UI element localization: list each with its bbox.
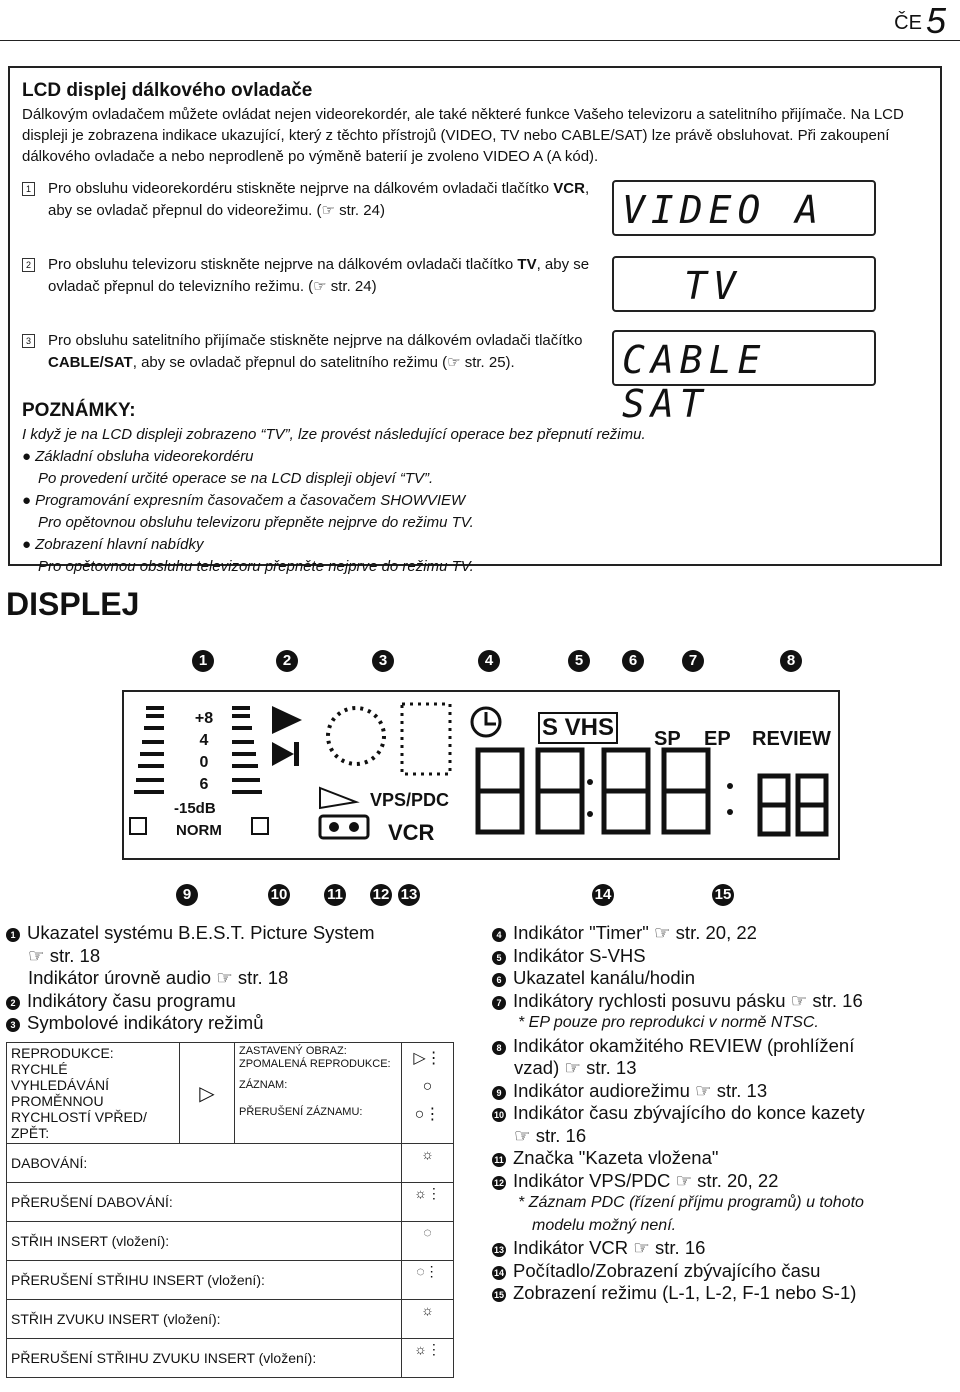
callout-11: 11 [324,884,346,906]
callout-7: 7 [682,650,704,672]
ep-indicator: EP [704,728,731,750]
step-text: Pro obsluhu televizoru stiskněte nejprve na dálkovém ovladači tlačítko [48,256,518,273]
step-3 [22,330,592,371]
norm-label: NORM [176,822,222,839]
callout-1: 1 [192,650,214,672]
lcd-text: TV [684,264,742,308]
callout-10: 10 [268,884,290,906]
dub-pause-icon: ☼⋮ [402,1183,454,1222]
notes-title: POZNÁMKY: [22,400,136,421]
table-row: STŘIH INSERT (vložení): [7,1222,402,1261]
legend-right: 4 Indikátor "Timer" ☞ str. 20, 22 5 Indikátor S-VHS 6 Ukazatel kanálu/hodin 7 Indikátory rychlosti posuvu pásku ☞ str. 16 * EP pouze pro reprodukci v normě NTSC. 8 Indikátor okamžitého REVIEW (prohlížení vzad) ☞ str. 13 9 Indikátor audiorežimu ☞ str. 13 10 Indikátor času zbývajícího do konce kazety ☞ str. 16 11 Značka "Kazeta vložena" 12 Indikátor VPS/PDC ☞ str. 20, 22 * Záznam PDC (řízení příjmu programů) u tohoto modelu možný není. 13 Indikátor VCR ☞ str. 16 14 Počítadlo/Zobrazení zbývajícího času 15 Zobrazení režimu (L-1, L-2, F-1 nebo S-1) [493,922,865,1303]
vcr-indicator: VCR [388,820,435,845]
callout-2: 2 [276,650,298,672]
callout-13: 13 [398,884,420,906]
note-line: ● Základní obsluha videorekordéru [22,448,254,465]
step-1 [22,178,592,219]
callout-5: 5 [568,650,590,672]
step-number: 3 [22,334,35,348]
page-num: 5 [925,0,946,41]
page-number [894,0,946,42]
step-text: , aby se ovladač přepnul do videorežimu. (☞ str. 24) [48,180,590,219]
table-row: DABOVÁNÍ: [7,1144,402,1183]
step-text: , aby se ovladač přepnul do satelitního režimu (☞ str. 25). [132,354,515,371]
level-label: +8 [194,710,214,727]
table-row: PŘERUŠENÍ DABOVÁNÍ: [7,1183,402,1222]
header-rule [0,40,960,41]
callout-4: 4 [478,650,500,672]
table-row: PŘERUŠENÍ STŘIHU INSERT (vložení): [7,1261,402,1300]
audio-level-scale [182,708,226,796]
audio-insert-pause-icon: ☼⋮ [402,1339,454,1378]
key-name: TV [517,256,537,273]
notes-list [22,424,646,578]
callout-8: 8 [780,650,802,672]
note-line: I když je na LCD displeji zobrazeno “TV”, lze provést následující operace bez přepnutí režimu. [22,426,646,443]
lcd-text: CABLE SAT [622,338,767,426]
table-cell: REPRODUKCE: RYCHLÉ VYHLEDÁVÁNÍ PROMĚNNOU RYCHLOSTÍ VPŘED/ ZPĚT: [7,1043,180,1144]
step-text: Pro obsluhu videorekordéru stiskněte nejprve na dálkovém ovladači tlačítko [48,180,554,197]
note-line: Po provedení určité operace se na LCD displeji objeví “TV”. [38,470,434,487]
intro-text: Dálkovým ovladačem můžete ovládat nejen videorekordér, ale také některé funkce Vašeho televizoru a satelitního přijímače. Na LCD displeji je zobrazena indikace ukazující, který z těchto přístrojů (VIDEO, TV nebo CABLE/SAT) lze právě obsluhovat. Při zakoupení dálkového ovladače a nebo neprodleně po výměně baterií je zvoleno VIDEO A (A kód). [22,106,904,165]
language-code: ČE [894,12,922,34]
insert-pause-icon: ◌⋮ [402,1261,454,1300]
db-label: -15dB [174,800,216,817]
step-2 [22,254,592,295]
note-line: ● Zobrazení hlavní nabídky [22,536,204,553]
legend-num: 1 [6,928,20,942]
section-title: LCD displej dálkového ovladače [22,80,313,101]
callout-15: 15 [712,884,734,906]
note-line: ● Programování expresním časovačem a časovačem SHOWVIEW [22,492,466,509]
lcd-tv [612,256,876,312]
level-label: 4 [199,732,209,749]
callout-3: 3 [372,650,394,672]
mode-icons: ▷⋮ ○ ○⋮ [402,1043,454,1144]
vps-pdc-indicator: VPS/PDC [370,790,450,810]
lcd-cable-sat [612,330,876,426]
step-number: 1 [22,182,35,196]
level-label: 0 [199,754,209,771]
insert-icon: ◌ [402,1222,454,1261]
legend-num: 3 [6,1018,20,1032]
table-row: PŘERUŠENÍ STŘIHU ZVUKU INSERT (vložení): [7,1339,402,1378]
display-panel-graphics [124,692,838,858]
mode-symbol-table [6,1042,454,1378]
table-row: STŘIH ZVUKU INSERT (vložení): [7,1300,402,1339]
lcd-text: VIDEO A [622,188,825,232]
audio-insert-icon: ☼ [402,1300,454,1339]
svhs-indicator: S VHS [538,712,618,744]
callout-12: 12 [370,884,392,906]
step-number: 2 [22,258,35,272]
key-name: CABLE/SAT [48,354,133,371]
callout-9: 9 [176,884,198,906]
display-panel [122,690,840,860]
sp-indicator: SP [654,728,681,750]
note-line: Pro opětovnou obsluhu televizoru přepněte nejprve do režimu TV. [38,514,474,531]
table-cell: ZASTAVENÝ OBRAZ: ZPOMALENÁ REPRODUKCE: ZÁZNAM: PŘERUŠENÍ ZÁZNAMU: [235,1043,402,1144]
play-symbol-icon: ▷ [180,1043,235,1144]
lcd-video [612,180,876,236]
legend-left: 1 Ukazatel systému B.E.S.T. Picture System ☞ str. 18 Indikátor úrovně audio ☞ str. 18 2 Indikátory času programu 3 Symbolové indikátory režimů [6,922,375,1035]
displej-title: DISPLEJ [6,586,140,622]
dub-icon: ☼ [402,1144,454,1183]
level-label: 6 [199,776,209,793]
callout-6: 6 [622,650,644,672]
step-text: , aby se ovladač přepnul do televizního režimu. (☞ str. 24) [48,256,590,295]
callout-14: 14 [592,884,614,906]
review-indicator: REVIEW [752,728,831,750]
note-line: Pro opětovnou obsluhu televizoru přepněte nejprve do režimu TV. [38,558,474,575]
legend-num: 2 [6,996,20,1010]
step-text: Pro obsluhu satelitního přijímače stiskněte nejprve na dálkovém ovladači tlačítko [48,332,583,349]
key-name: VCR [553,180,585,197]
